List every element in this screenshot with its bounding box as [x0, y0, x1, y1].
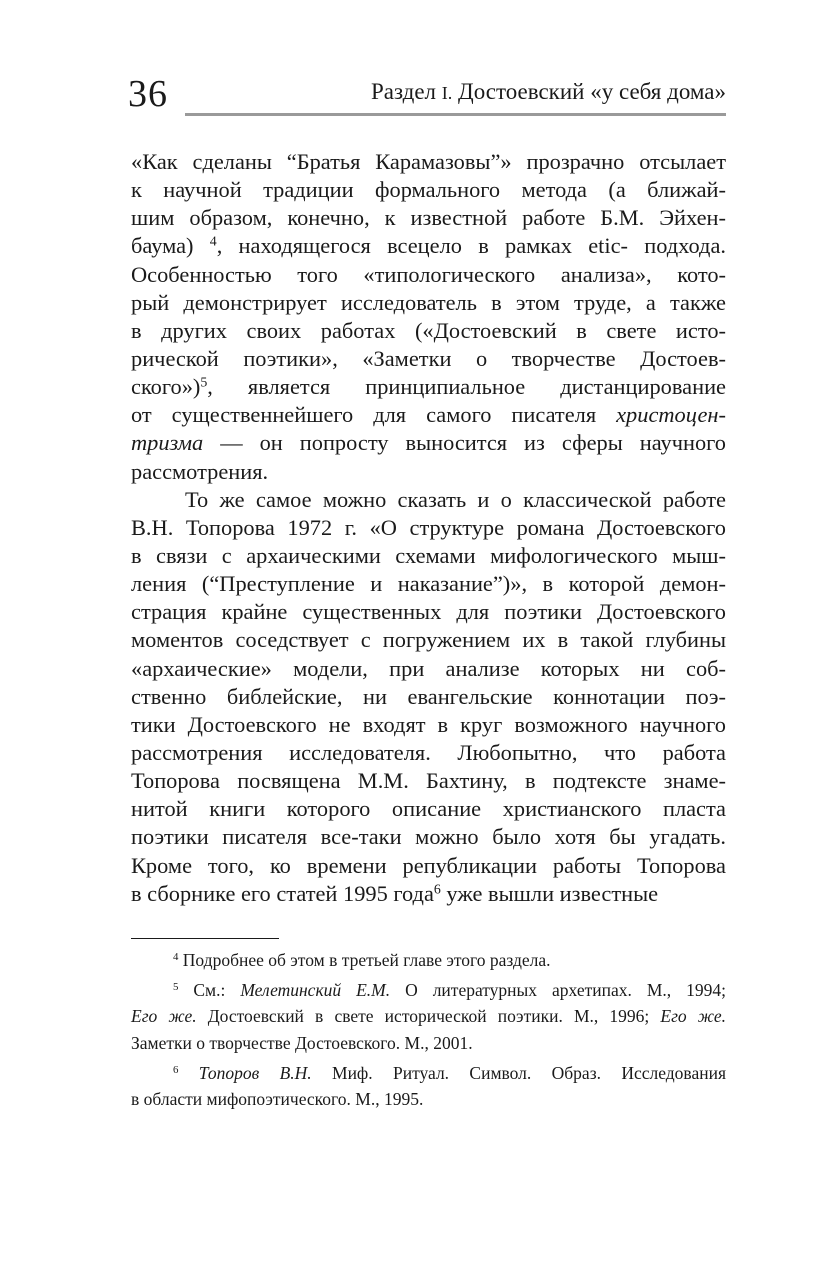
italic-run: христоцен-	[616, 402, 726, 428]
text-run: Заметки о творчестве Достоевского. М., 2001.	[131, 1032, 473, 1053]
footnote-line	[131, 947, 726, 973]
italic-run: Его же.	[660, 1006, 726, 1027]
running-head-numeral: I.	[441, 83, 453, 103]
header-rule	[185, 113, 726, 116]
text-run: к научной традиции формального метода (а ближай-	[131, 177, 726, 203]
text-run: нитой книги которого описание христианского пласта	[131, 796, 726, 822]
body-line	[131, 345, 726, 373]
body-line	[131, 401, 726, 429]
body-line	[131, 767, 726, 795]
body-line	[131, 486, 726, 514]
text-run	[178, 1063, 198, 1083]
footnote-line	[131, 1003, 726, 1029]
text-run: рый демонстрирует исследователь в этом труде, а также	[131, 289, 726, 315]
italic-run: Мелетинский Е.М.	[240, 980, 391, 1001]
body-line	[131, 542, 726, 570]
text-run: ления (“Преступление и наказание”)», в которой демон-	[131, 571, 726, 597]
footnote-line	[131, 1030, 726, 1056]
text-run: рассмотрения исследователя. Любопытно, что работа	[131, 739, 726, 765]
running-head	[371, 78, 726, 107]
body-line	[131, 458, 726, 486]
text-run: То же самое можно сказать и о классической работе	[185, 486, 726, 512]
body-line	[131, 852, 726, 880]
italic-run: Его же.	[131, 1006, 197, 1027]
body-line	[131, 570, 726, 598]
text-run: уже вышли известные	[440, 880, 659, 906]
body-line	[131, 373, 726, 401]
footnote-line	[131, 1060, 726, 1086]
text-run: в области мифопоэтического. М., 1995.	[131, 1088, 424, 1109]
text-run: страция крайне существенных для поэтики Достоевского	[131, 599, 726, 625]
text-run: в других своих работах («Достоевский в свете исто-	[131, 317, 726, 343]
body-line	[131, 317, 726, 345]
page-number: 36	[128, 73, 168, 115]
footnote-ref: 4	[173, 951, 179, 964]
text-run: Миф. Ритуал. Символ. Образ. Исследования	[311, 1062, 727, 1083]
footnote-ref: 5	[173, 981, 179, 994]
footnote-line	[131, 1086, 726, 1112]
footnote-ref: 5	[200, 375, 208, 391]
body-line	[131, 204, 726, 232]
running-head-title: Достоевский «у себя дома»	[452, 79, 726, 104]
body-line	[131, 683, 726, 711]
italic-run: Топоров В.Н.	[198, 1062, 312, 1083]
text-run: баума)	[131, 233, 210, 259]
text-run: , находящегося всецело в рамках etic- подхода.	[216, 233, 726, 259]
footnote-rule	[131, 938, 279, 939]
footnote-ref: 4	[209, 234, 217, 250]
footnote-ref: 6	[173, 1063, 179, 1076]
footnotes	[131, 947, 726, 1112]
italic-run: тризма	[131, 430, 204, 456]
text-run: Кроме того, ко времени републикации работы Топорова	[131, 852, 726, 878]
text-run: , является принципиальное дистанцирование	[207, 374, 726, 400]
text-run: ственно библейские, ни евангельские коннотации поэ-	[131, 683, 726, 709]
text-run: Особенностью того «типологического анализа», кото-	[131, 261, 726, 287]
body-line	[131, 626, 726, 654]
text-run: В.Н. Топорова 1972 г. «О структуре романа Достоевского	[131, 514, 726, 540]
body-line	[131, 598, 726, 626]
footnote-ref: 6	[433, 882, 441, 898]
text-run: — он попросту выносится из сферы научного	[203, 430, 726, 456]
text-run: в сборнике его статей 1995 года	[131, 880, 434, 906]
text-run: рассмотрения.	[131, 458, 269, 484]
text-run: ского»)	[131, 374, 201, 400]
body-line	[131, 711, 726, 739]
body-line	[131, 880, 726, 908]
body-line	[131, 823, 726, 851]
text-run: от существеннейшего для самого писателя	[131, 402, 617, 428]
text-run: моментов соседствует с погружением их в такой глубины	[131, 627, 726, 653]
body-line	[131, 148, 726, 176]
text-run: в связи с архаическими схемами мифологического мыш-	[131, 542, 726, 568]
body-line	[131, 176, 726, 204]
text-run: поэтики писателя все-таки можно было хотя бы угадать.	[131, 824, 726, 850]
body-line	[131, 429, 726, 457]
text-run: тики Достоевского не входят в круг возможного научного	[131, 711, 726, 737]
text-run: «Как сделаны “Братья Карамазовы”» прозрачно отсылает	[131, 149, 726, 174]
body-line	[131, 655, 726, 683]
body-line	[131, 261, 726, 289]
text-run: «архаические» модели, при анализе которых ни соб-	[131, 655, 726, 681]
body-line	[131, 232, 726, 260]
body-line	[131, 795, 726, 823]
body-line	[131, 739, 726, 767]
footnote-line	[131, 977, 726, 1003]
text-run: Топорова посвящена М.М. Бахтину, в подтексте знаме-	[131, 768, 726, 794]
body-text	[131, 148, 726, 908]
body-line	[131, 289, 726, 317]
running-head-label: Раздел	[370, 79, 442, 104]
text-run: См.:	[178, 980, 241, 1001]
text-run: Подробнее об этом в третьей главе этого раздела.	[178, 950, 551, 970]
text-run: Достоевский в свете исторической поэтики. М., 1996;	[196, 1006, 661, 1027]
text-run: шим образом, конечно, к известной работе Б.М. Эйхен-	[131, 205, 726, 231]
body-line	[131, 514, 726, 542]
text-run: рической поэтики», «Заметки о творчестве Достоев-	[131, 345, 726, 371]
text-run: О литературных архетипах. М., 1994;	[390, 980, 726, 1001]
